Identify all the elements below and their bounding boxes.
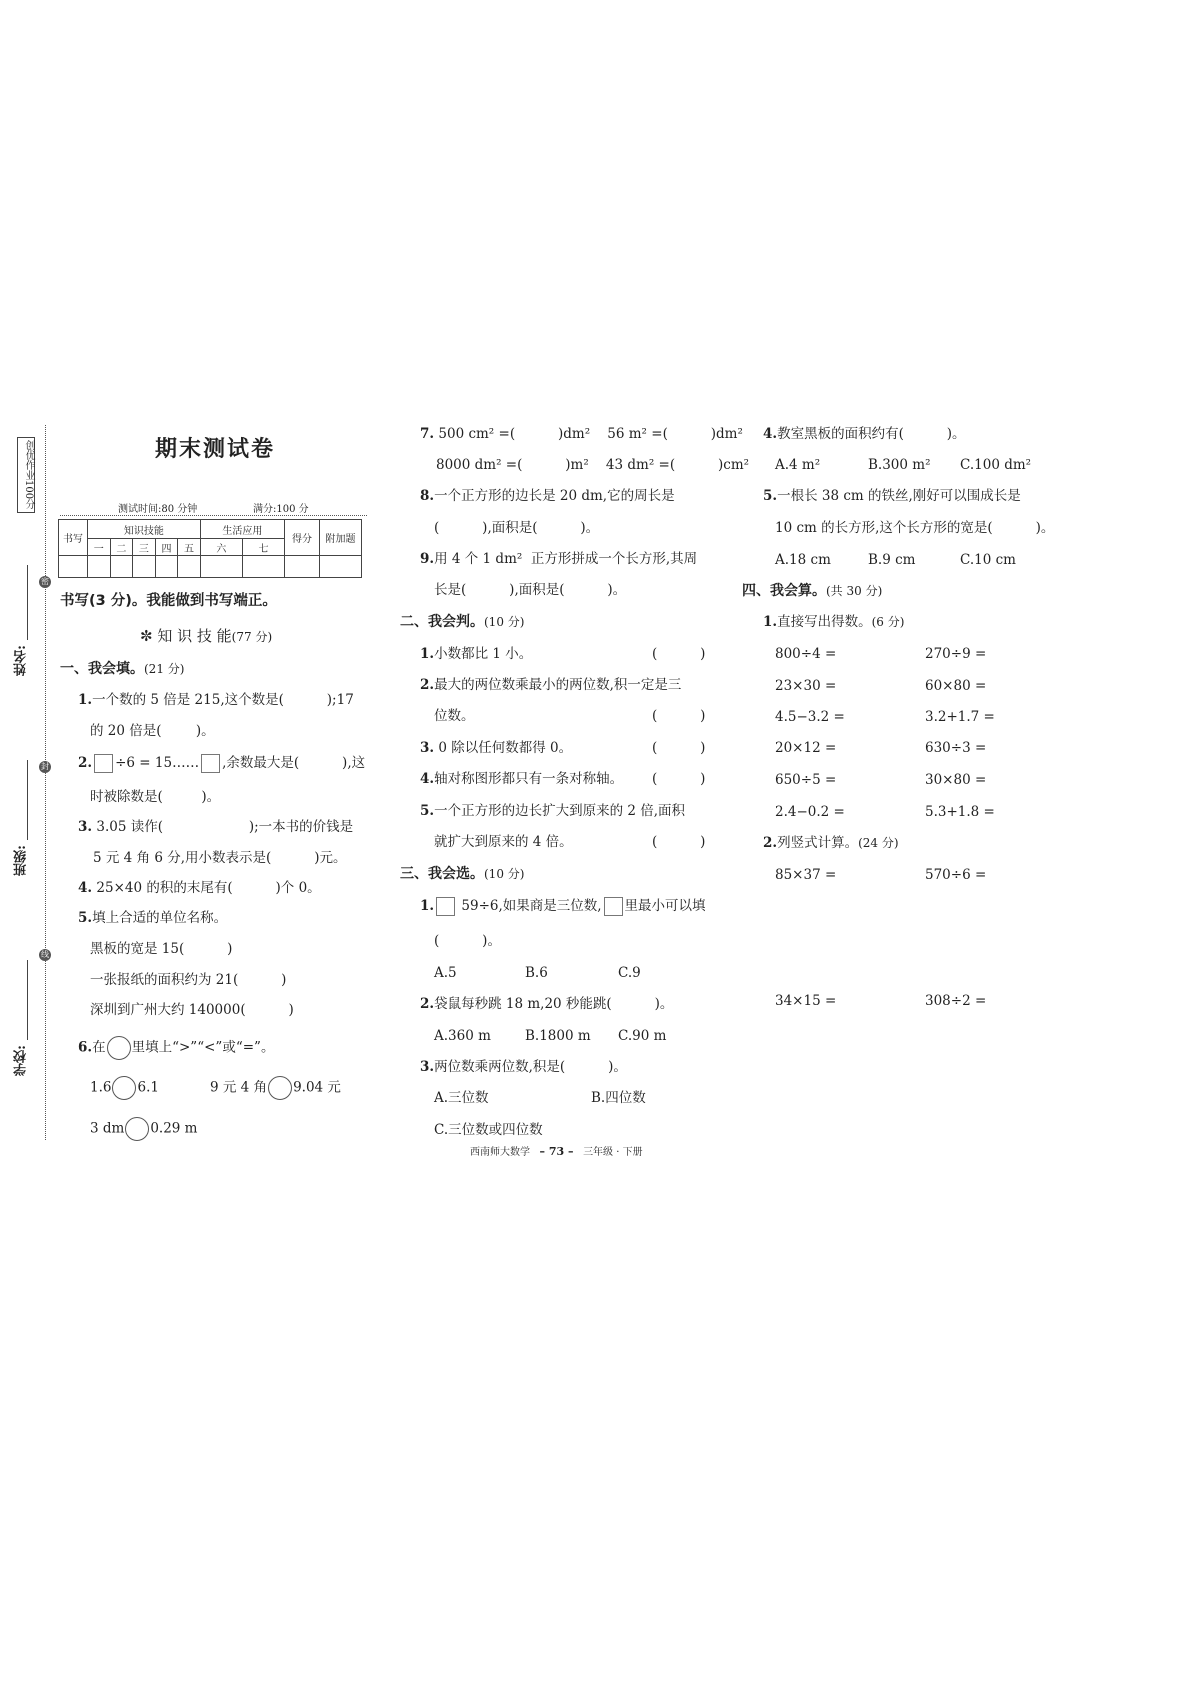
score-cell[interactable] bbox=[110, 556, 133, 578]
s1-q5-b: 黑板的宽是 15( ) bbox=[90, 941, 233, 957]
col-6: 六 bbox=[200, 539, 242, 556]
s3-q5-cont: 10 cm 的长方形,这个长方形的宽是( )。 bbox=[775, 520, 1055, 536]
section-4-heading bbox=[742, 582, 882, 600]
s1-q1: 1.一个数的 5 倍是 215,这个数是( );17 bbox=[78, 692, 354, 708]
seal-feng: 封 bbox=[41, 762, 49, 771]
option-a[interactable]: A.18 cm bbox=[775, 552, 831, 568]
s2-q1: 1.小数都比 1 小。 bbox=[420, 646, 533, 662]
brand-label: 创优作业100分 bbox=[17, 437, 35, 513]
full-score: 满分:100 分 bbox=[253, 504, 309, 515]
score-table bbox=[58, 519, 362, 578]
col-4: 四 bbox=[155, 539, 178, 556]
s1-q9-cont: 长是( ),面积是( )。 bbox=[434, 582, 627, 598]
mental-math-item: 800÷4 = bbox=[775, 646, 837, 662]
blank-box[interactable] bbox=[436, 897, 455, 916]
option-c[interactable]: C.90 m bbox=[618, 1028, 667, 1044]
col-1: 一 bbox=[88, 539, 111, 556]
s3-q1: 1. 59÷6,如果商是三位数, 里最小可以填 bbox=[420, 898, 706, 914]
mental-math-item: 23×30 = bbox=[775, 678, 837, 694]
vertical-calc: 308÷2 = bbox=[925, 993, 987, 1009]
answer-paren[interactable]: ( ) bbox=[652, 771, 706, 787]
name-field-line[interactable] bbox=[27, 565, 28, 640]
col-writing: 书写 bbox=[59, 520, 88, 556]
vertical-calc: 85×37 = bbox=[775, 867, 837, 883]
s1-q6: 6.在 里填上“>”“<”或“=”。 bbox=[78, 1036, 274, 1060]
option-a[interactable]: A.360 m bbox=[434, 1028, 491, 1044]
s1-q9: 9.用 4 个 1 dm² 正方形拼成一个长方形,其周 bbox=[420, 551, 698, 567]
seal-xian: 线 bbox=[41, 950, 49, 959]
heading-text: 二、我会判。 bbox=[400, 614, 484, 630]
s1-q1-cont: 的 20 倍是( )。 bbox=[90, 723, 215, 739]
option-b[interactable]: B.6 bbox=[525, 965, 548, 981]
divider bbox=[60, 515, 367, 516]
points: (10 分) bbox=[484, 615, 525, 629]
s1-q5-c: 一张报纸的面积约为 21( ) bbox=[90, 972, 287, 988]
compare-circle[interactable] bbox=[112, 1076, 136, 1100]
s1-q7: 7. 500 cm² =( )dm² 56 m² =( )dm² bbox=[420, 426, 743, 442]
s1-q6-c3: 3 dm 0.29 m bbox=[90, 1117, 197, 1141]
s1-q2: 2. ÷6 = 15…… ,余数最大是( ),这 bbox=[78, 755, 366, 771]
s1-q6-c1: 1.6 6.1 bbox=[90, 1076, 159, 1100]
flower-icon: ✼ bbox=[140, 627, 153, 645]
option-b[interactable]: B.1800 m bbox=[525, 1028, 591, 1044]
knowledge-heading bbox=[140, 627, 272, 646]
section-2-heading bbox=[400, 613, 524, 631]
s3-q5: 5.一根长 38 cm 的铁丝,刚好可以围成长是 bbox=[763, 488, 1021, 504]
answer-paren[interactable]: ( ) bbox=[652, 740, 706, 756]
s1-q5: 5.填上合适的单位名称。 bbox=[78, 910, 228, 926]
mental-math-item: 30×80 = bbox=[925, 772, 987, 788]
col-2: 二 bbox=[110, 539, 133, 556]
compare-circle[interactable] bbox=[125, 1117, 149, 1141]
points: (共 30 分) bbox=[826, 584, 883, 598]
section-3-heading bbox=[400, 865, 524, 883]
seal-mi: 密 bbox=[41, 577, 49, 586]
option-c[interactable]: C.10 cm bbox=[960, 552, 1016, 568]
score-cell[interactable] bbox=[155, 556, 178, 578]
s1-q2-cont: 时被除数是( )。 bbox=[90, 789, 221, 805]
s1-q6-c2: 9 元 4 角 9.04 元 bbox=[210, 1076, 341, 1100]
heading-text: 四、我会算。 bbox=[742, 583, 826, 599]
mental-math-item: 270÷9 = bbox=[925, 646, 987, 662]
col-3: 三 bbox=[133, 539, 156, 556]
s2-q4: 4.轴对称图形都只有一条对称轴。 bbox=[420, 771, 624, 787]
book-name: 西南师大数学 bbox=[470, 1147, 530, 1158]
s1-q3: 3. 3.05 读作( );一本书的价钱是 bbox=[78, 819, 354, 835]
option-c[interactable]: C.9 bbox=[618, 965, 641, 981]
mental-math-item: 3.2+1.7 = bbox=[925, 709, 995, 725]
page-footer bbox=[470, 1143, 643, 1158]
s1-q8: 8.一个正方形的边长是 20 dm,它的周长是 bbox=[420, 488, 675, 504]
grade-label: 三年级 · 下册 bbox=[583, 1147, 643, 1158]
points: (21 分) bbox=[144, 662, 185, 676]
col-score: 得分 bbox=[285, 520, 320, 556]
score-cell[interactable] bbox=[242, 556, 284, 578]
page-title: 期末测试卷 bbox=[154, 436, 275, 462]
s1-q8-cont: ( ),面积是( )。 bbox=[434, 520, 600, 536]
mental-math-item: 630÷3 = bbox=[925, 740, 987, 756]
s2-q3: 3. 0 除以任何数都得 0。 bbox=[420, 740, 573, 756]
vertical-calc: 34×15 = bbox=[775, 993, 837, 1009]
s1-q3-cont: 5 元 4 角 6 分,用小数表示是( )元。 bbox=[93, 850, 347, 866]
blank-box[interactable] bbox=[201, 754, 220, 773]
s1-q5-d: 深圳到广州大约 140000( ) bbox=[90, 1002, 294, 1018]
school-field-line[interactable] bbox=[27, 960, 28, 1040]
option-b[interactable]: B.300 m² bbox=[868, 457, 931, 473]
name-label: 姓名: bbox=[14, 645, 29, 676]
s2-q5: 5.一个正方形的边长扩大到原来的 2 倍,面积 bbox=[420, 803, 686, 819]
answer-paren[interactable]: ( ) bbox=[652, 646, 706, 662]
s4-q2: 2.列竖式计算。(24 分) bbox=[763, 835, 899, 851]
score-cell[interactable] bbox=[320, 556, 362, 578]
mental-math-item: 650÷5 = bbox=[775, 772, 837, 788]
knowledge-points: (77 分) bbox=[231, 630, 273, 644]
col-knowledge: 知识技能 bbox=[88, 520, 201, 539]
s1-q4: 4. 25×40 的积的末尾有( )个 0。 bbox=[78, 880, 321, 896]
col-extra: 附加题 bbox=[320, 520, 362, 556]
score-cell[interactable] bbox=[59, 556, 88, 578]
score-cell[interactable] bbox=[285, 556, 320, 578]
s3-q1-cont: ( )。 bbox=[434, 933, 501, 949]
score-cell[interactable] bbox=[88, 556, 111, 578]
s2-q2: 2.最大的两位数乘最小的两位数,积一定是三 bbox=[420, 677, 682, 693]
col-application: 生活应用 bbox=[200, 520, 284, 539]
score-cell[interactable] bbox=[200, 556, 242, 578]
answer-paren[interactable]: ( ) bbox=[652, 834, 706, 850]
test-time: 测试时间:80 分钟 bbox=[118, 504, 198, 515]
heading-text: 一、我会填。 bbox=[60, 661, 144, 677]
blank-box[interactable] bbox=[604, 897, 623, 916]
col-5: 五 bbox=[178, 539, 201, 556]
class-field-line[interactable] bbox=[27, 760, 28, 840]
option-b[interactable]: B.四位数 bbox=[591, 1090, 646, 1106]
option-c[interactable]: C.100 dm² bbox=[960, 457, 1032, 473]
page-number: – 73 – bbox=[539, 1145, 574, 1158]
option-a[interactable]: A.5 bbox=[434, 965, 457, 981]
mental-math-item: 5.3+1.8 = bbox=[925, 804, 995, 820]
s3-q2: 2.袋鼠每秒跳 18 m,20 秒能跳( )。 bbox=[420, 996, 674, 1012]
knowledge-label: 知 识 技 能 bbox=[157, 627, 232, 645]
score-cell[interactable] bbox=[133, 556, 156, 578]
s3-q3: 3.两位数乘两位数,积是( )。 bbox=[420, 1059, 627, 1075]
col-7: 七 bbox=[242, 539, 284, 556]
s2-q2-cont: 位数。 bbox=[434, 708, 475, 724]
seal-line bbox=[45, 425, 46, 1140]
mental-math-item: 2.4−0.2 = bbox=[775, 804, 845, 820]
school-label: 学校: bbox=[14, 1045, 29, 1076]
circle-blank bbox=[107, 1036, 131, 1060]
s3-q4: 4.教室黑板的面积约有( )。 bbox=[763, 426, 966, 442]
class-label: 班级: bbox=[14, 845, 29, 876]
section-1-heading bbox=[60, 660, 184, 678]
score-cell[interactable] bbox=[178, 556, 201, 578]
s4-q1: 1.直接写出得数。(6 分) bbox=[763, 614, 905, 630]
writing-line: 书写(3 分)。我能做到书写端正。 bbox=[60, 593, 277, 609]
compare-circle[interactable] bbox=[268, 1076, 292, 1100]
heading-text: 三、我会选。 bbox=[400, 866, 484, 882]
mental-math-item: 4.5−3.2 = bbox=[775, 709, 845, 725]
option-c[interactable]: C.三位数或四位数 bbox=[434, 1122, 543, 1138]
points: (10 分) bbox=[484, 867, 525, 881]
answer-paren[interactable]: ( ) bbox=[652, 708, 706, 724]
s2-q5-cont: 就扩大到原来的 4 倍。 bbox=[434, 834, 573, 850]
mental-math-item: 20×12 = bbox=[775, 740, 837, 756]
option-a[interactable]: A.4 m² bbox=[775, 457, 821, 473]
option-b[interactable]: B.9 cm bbox=[868, 552, 916, 568]
blank-box[interactable] bbox=[94, 754, 113, 773]
vertical-calc: 570÷6 = bbox=[925, 867, 987, 883]
s1-q7-cont: 8000 dm² =( )m² 43 dm² =( )cm² bbox=[436, 457, 750, 473]
option-a[interactable]: A.三位数 bbox=[434, 1090, 489, 1106]
mental-math-item: 60×80 = bbox=[925, 678, 987, 694]
